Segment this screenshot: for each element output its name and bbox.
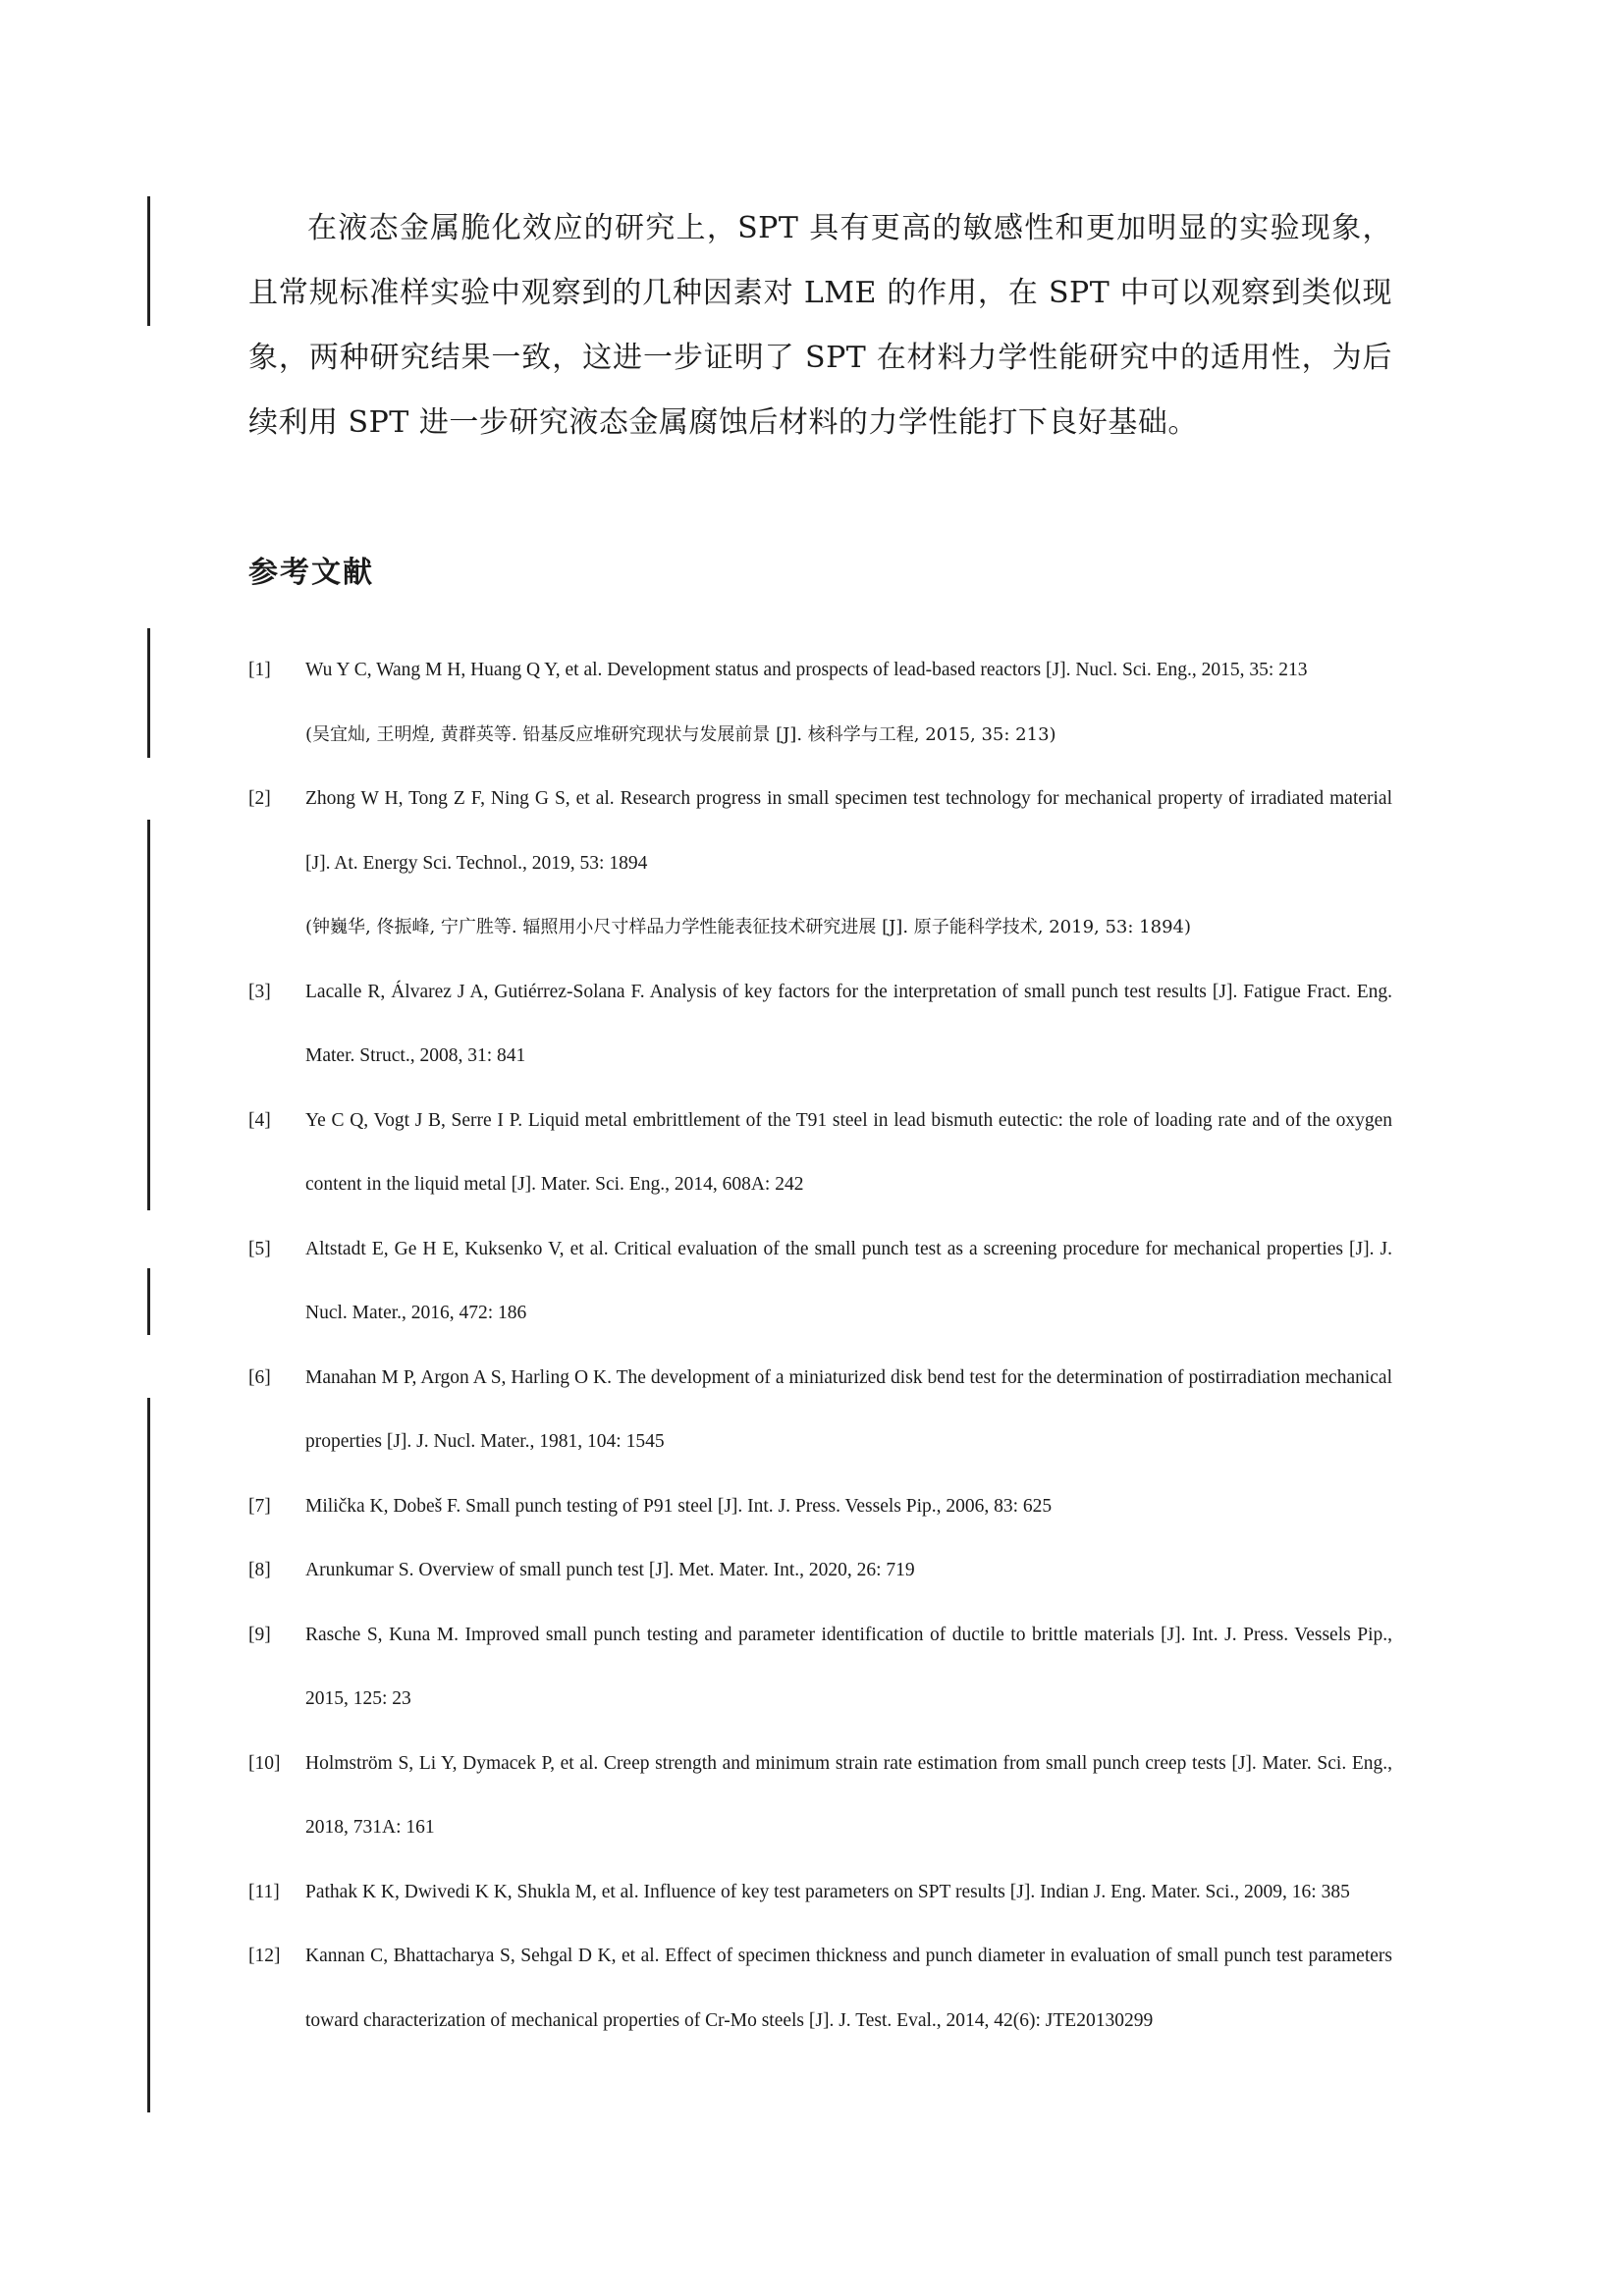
reference-text: Holmström S, Li Y, Dymacek P, et al. Creep strength and minimum strain rate estimation from small punch creep tests [J]. Mater. Sci. Eng., 2018, 731A: 161 (305, 1752, 1392, 1838)
reference-text: Manahan M P, Argon A S, Harling O K. The development of a miniaturized disk bend test for the determination of postirradiation mechanical properties [J]. J. Nucl. Mater., 1981, 104: 1545 (305, 1366, 1392, 1452)
reference-text: Rasche S, Kuna M. Improved small punch testing and parameter identification of ductile to brittle materials [J]. Int. J. Press. Vessels Pip., 2015, 125: 23 (305, 1624, 1392, 1709)
reference-number: [2] (248, 788, 271, 809)
reference-number: [3] (248, 981, 271, 1002)
reference-number: [7] (248, 1495, 271, 1517)
reference-chinese-note: (吴宜灿, 王明煌, 黄群英等. 铅基反应堆研究现状与发展前景 [J]. 核科学与工程, 2015, 35: 213) (305, 723, 1056, 745)
reference-text: Milička K, Dobeš F. Small punch testing of P91 steel [J]. Int. J. Press. Vessels Pip., 2006, 83: 625 (305, 1495, 1053, 1517)
reference-text: Arunkumar S. Overview of small punch test [J]. Met. Mater. Int., 2020, 26: 719 (305, 1560, 915, 1580)
reference-number: [12] (248, 1946, 281, 1966)
reference-item (248, 1924, 1392, 2053)
reference-item (248, 1603, 1392, 1732)
reference-number: [1] (248, 660, 271, 680)
reference-item (248, 1538, 1392, 1603)
reference-item (248, 638, 1392, 767)
reference-text: Ye C Q, Vogt J B, Serre I P. Liquid metal embrittlement of the T91 steel in lead bismuth eutectic: the role of loading rate and of the oxygen content in the liquid metal [J]. Mater. Sci. Eng., 2014, 608A: 242 (305, 1109, 1392, 1195)
references-heading: 参考文献 (248, 556, 374, 590)
reference-list (248, 638, 1392, 2053)
reference-item (248, 767, 1392, 960)
reference-number: [6] (248, 1366, 271, 1388)
reference-number: [10] (248, 1752, 281, 1774)
revision-bar (147, 628, 150, 758)
reference-number: [4] (248, 1109, 271, 1131)
reference-item (248, 1089, 1392, 1217)
reference-text: Wu Y C, Wang M H, Huang Q Y, et al. Development status and prospects of lead-based reactors [J]. Nucl. Sci. Eng., 2015, 35: 213 (305, 660, 1308, 680)
reference-item (248, 1346, 1392, 1474)
reference-number: [9] (248, 1624, 271, 1645)
revision-bar (147, 1398, 150, 2112)
reference-item (248, 1732, 1392, 1860)
reference-text: Altstadt E, Ge H E, Kuksenko V, et al. Critical evaluation of the small punch test as a screening procedure for mechanical properties [J]. J. Nucl. Mater., 2016, 472: 186 (305, 1238, 1392, 1323)
reference-text: Kannan C, Bhattacharya S, Sehgal D K, et al. Effect of specimen thickness and punch diameter in evaluation of small punch test parameters toward characterization of mechanical properties of Cr-Mo steels [J]. J. Test. Eval., 2014, 42(6): JTE20130299 (305, 1946, 1392, 2031)
reference-item (248, 1217, 1392, 1346)
reference-chinese-note: (钟巍华, 佟振峰, 宁广胜等. 辐照用小尺寸样品力学性能表征技术研究进展 [J]. 原子能科学技术, 2019, 53: 1894) (305, 917, 1191, 937)
reference-number: [5] (248, 1238, 271, 1259)
reference-text: Lacalle R, Álvarez J A, Gutiérrez-Solana F. Analysis of key factors for the interpretation of small punch test results [J]. Fatigue Fract. Eng. Mater. Struct., 2008, 31: 841 (305, 981, 1392, 1066)
revision-bar (147, 196, 150, 326)
reference-item (248, 1860, 1392, 1925)
intro-paragraph: 在液态金属脆化效应的研究上，SPT 具有更高的敏感性和更加明显的实验现象，且常规标准样实验中观察到的几种因素对 LME 的作用，在 SPT 中可以观察到类似现象，两种研究结果一致，这进一步证明了 SPT 在材料力学性能研究中的适用性，为后续利用 SPT 进一步研究液态金属腐蚀后材料的力学性能打下良好基础。 (248, 211, 1392, 440)
reference-text: Zhong W H, Tong Z F, Ning G S, et al. Research progress in small specimen test technology for mechanical property of irradiated material [J]. At. Energy Sci. Technol., 2019, 53: 1894 (305, 788, 1392, 874)
revision-bar (147, 1268, 150, 1335)
reference-item (248, 1474, 1392, 1539)
reference-item (248, 960, 1392, 1089)
reference-number: [11] (248, 1881, 280, 1902)
reference-number: [8] (248, 1560, 271, 1580)
revision-bar (147, 820, 150, 1210)
reference-text: Pathak K K, Dwivedi K K, Shukla M, et al. Influence of key test parameters on SPT results [J]. Indian J. Eng. Mater. Sci., 2009, 16: 385 (305, 1881, 1350, 1902)
